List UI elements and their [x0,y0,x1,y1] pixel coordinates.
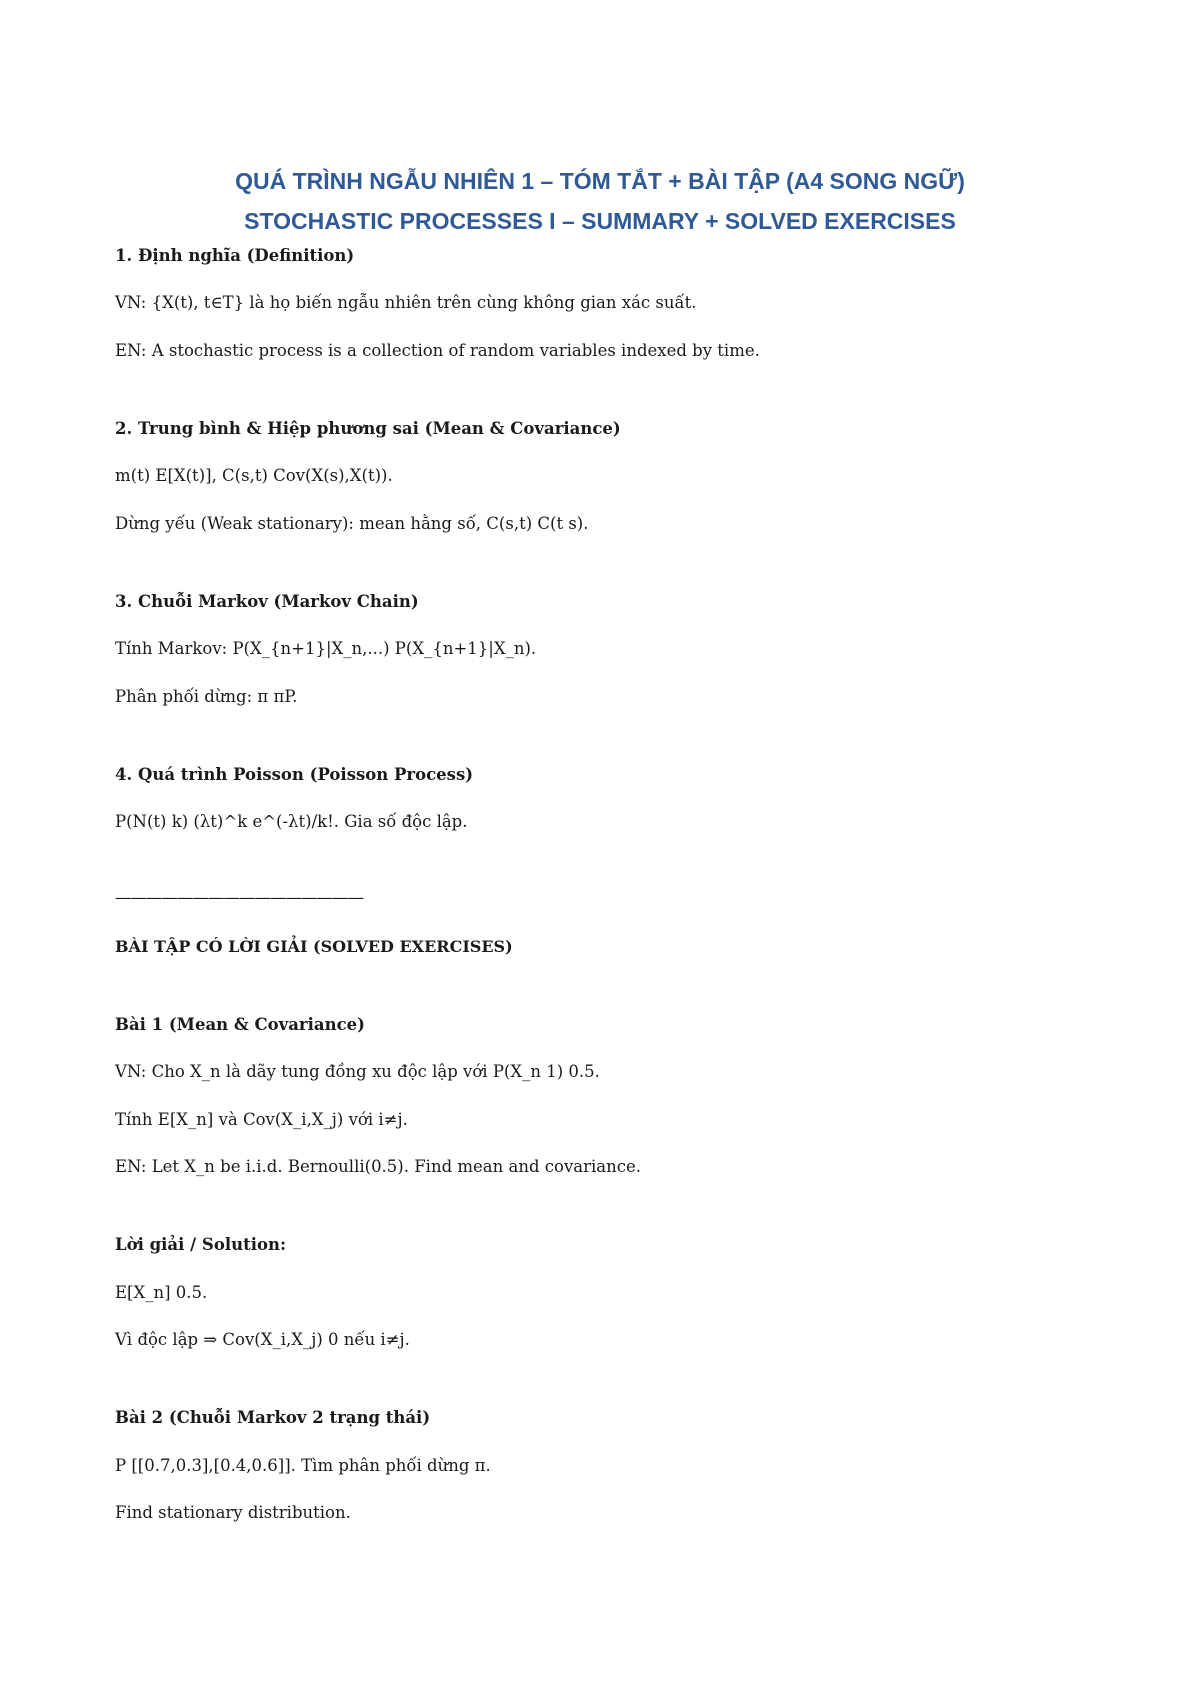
section-separator: ———————————————— [115,888,363,907]
exercise-2-line-2: Find stationary distribution. [115,1503,351,1522]
exercise-1-en-text: EN: Let X_n be i.i.d. Bernoulli(0.5). Find mean and covariance. [115,1157,641,1176]
section-1-heading: 1. Định nghĩa (Definition) [115,246,355,265]
section-3-heading: 3. Chuỗi Markov (Markov Chain) [115,592,419,611]
exercises-heading: BÀI TẬP CÓ LỜI GIẢI (SOLVED EXERCISES) [115,937,513,956]
section-3-line-1: Tính Markov: P(X_{n+1}|X_n,...) P(X_{n+1}|X_n). [115,639,537,658]
exercise-2-line-1: P [[0.7,0.3],[0.4,0.6]]. Tìm phân phối dừng π. [115,1456,491,1475]
section-2-line-2: Dừng yếu (Weak stationary): mean hằng số, C(s,t) C(t s). [115,514,589,533]
section-2-line-1: m(t) E[X(t)], C(s,t) Cov(X(s),X(t)). [115,466,393,485]
exercise-1-vn-line-1: VN: Cho X_n là dãy tung đồng xu độc lập với P(X_n 1) 0.5. [115,1062,600,1081]
section-4-heading: 4. Quá trình Poisson (Poisson Process) [115,765,474,784]
page-title: QUÁ TRÌNH NGẪU NHIÊN 1 – TÓM TẮT + BÀI TẬP (A4 SONG NGỮ) [235,168,965,194]
section-3-line-2: Phân phối dừng: π πP. [115,687,298,706]
section-4-line-1: P(N(t) k) (λt)^k e^(-λt)/k!. Gia số độc lập. [115,812,468,831]
solution-line-1: E[X_n] 0.5. [115,1283,208,1302]
exercise-1-vn-line-2: Tính E[X_n] và Cov(X_i,X_j) với i≠j. [115,1110,408,1129]
exercise-1-heading: Bài 1 (Mean & Covariance) [115,1015,365,1034]
solution-heading: Lời giải / Solution: [115,1235,287,1254]
solution-line-2: Vì độc lập ⇒ Cov(X_i,X_j) 0 nếu i≠j. [115,1330,410,1349]
section-1-en-text: EN: A stochastic process is a collection of random variables indexed by time. [115,341,760,360]
exercise-2-heading: Bài 2 (Chuỗi Markov 2 trạng thái) [115,1408,431,1427]
section-1-vn-text: VN: {X(t), t∈T} là họ biến ngẫu nhiên trên cùng không gian xác suất. [115,293,697,312]
section-2-heading: 2. Trung bình & Hiệp phương sai (Mean & Covariance) [115,419,621,438]
page-subtitle: STOCHASTIC PROCESSES I – SUMMARY + SOLVED EXERCISES [244,208,956,234]
